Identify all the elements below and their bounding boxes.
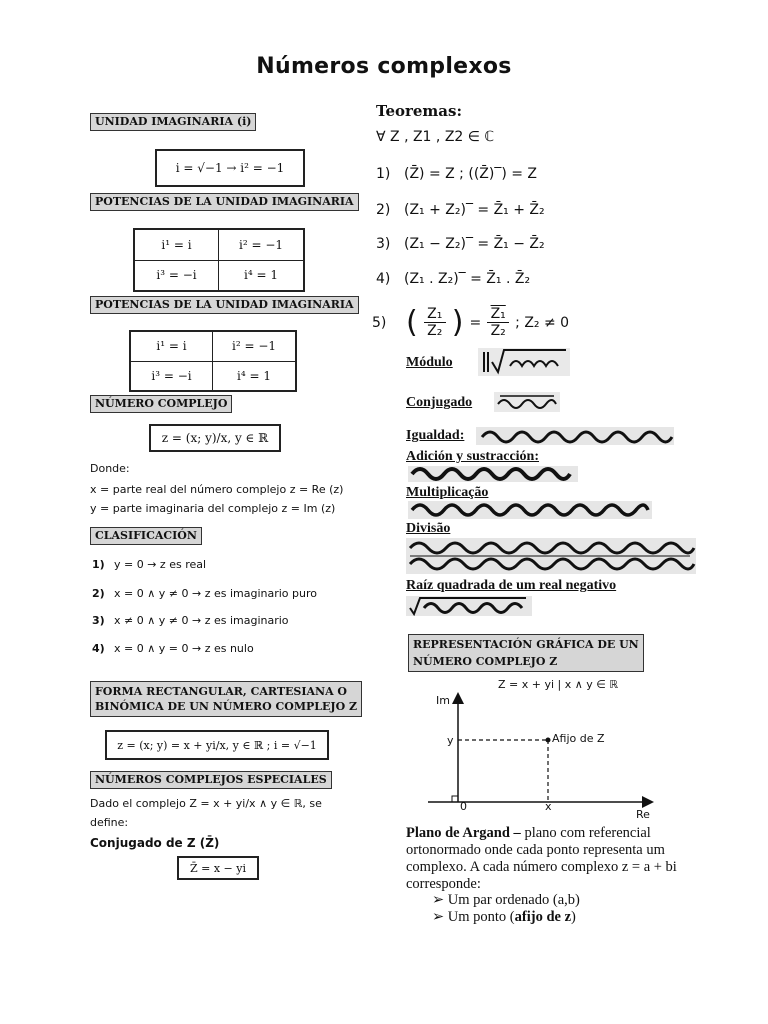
argand-body: plano com referencial ortonormado onde cada ponto representa um complexo. A cada número complexo z = a + bi corresponde: xyxy=(406,825,677,892)
graph-title: Z = x + yi | x ∧ y ∈ ℝ xyxy=(498,678,619,691)
numero-formula-box xyxy=(149,424,281,452)
bullet-text-pre: Um ponto ( xyxy=(447,909,515,925)
conjugado-symbol: (Z̄) xyxy=(199,836,220,850)
potencia-cell: i¹ = i xyxy=(135,230,219,261)
clasificacion-num: 3) xyxy=(92,614,105,627)
dado-line-1: Dado el complejo Z = x + yi/x ∧ y ∈ ℝ, se xyxy=(90,797,322,810)
teoremas-title: Teoremas: xyxy=(376,102,463,120)
teorema-num: 4) xyxy=(376,271,391,287)
teorema-formula: (Z₁ + Z₂)‾ = Z̄₁ + Z̄₂ xyxy=(404,202,545,218)
fraction-den: Z₂ xyxy=(427,323,443,339)
unidad-formula-box xyxy=(155,149,305,187)
origin-mark xyxy=(452,796,458,802)
forma-header-line-2: BINÓMICA DE UN NÚMERO COMPLEJO Z xyxy=(95,700,358,713)
page-title: Números complexos xyxy=(256,54,512,79)
potencias-header-1: POTENCIAS DE LA UNIDAD IMAGINARIA xyxy=(90,193,359,211)
bullet-text: Um par ordenado (a,b) xyxy=(447,892,580,908)
igualdad-formula-image xyxy=(476,427,674,445)
numero-formula: z = (x; y)/x, y ∈ ℝ xyxy=(161,431,269,445)
potencia-cell: i² = −1 xyxy=(213,332,295,362)
representacion-header xyxy=(408,634,644,672)
fraction-num: Z₁ xyxy=(427,306,443,322)
conjugado-formula-box xyxy=(177,856,259,880)
dado-line-2: define: xyxy=(90,816,129,829)
forma-formula: z = (x; y) = x + yi/x, y ∈ ℝ ; i = √−1 xyxy=(117,738,317,752)
divisao-formula-image xyxy=(406,538,696,574)
conjugado-formula-image xyxy=(494,392,560,412)
teorema-formula: (Z̄̄) = Z ; ((Z̄)‾) = Z xyxy=(404,166,538,182)
teorema-num: 3) xyxy=(376,236,391,252)
igualdad-label: Igualdad: xyxy=(406,428,465,443)
forma-header-line-1: FORMA RECTANGULAR, CARTESIANA O xyxy=(95,685,348,698)
multiplicacao-label: Multiplicação xyxy=(406,485,489,500)
clasificacion-text: y = 0 → z es real xyxy=(114,558,207,571)
teorema-item xyxy=(376,166,537,182)
fraction-num: Z₁ xyxy=(490,306,506,322)
argand-paragraph xyxy=(406,825,702,893)
fraction-inner xyxy=(424,306,446,339)
teorema-item xyxy=(376,202,545,218)
axis-re-label: Re xyxy=(636,808,650,821)
clasificacion-header: CLASIFICACIÓN xyxy=(90,527,202,545)
potencias-table-1 xyxy=(133,228,305,292)
fraction-condition: ; Z₂ ≠ 0 xyxy=(515,314,570,331)
raiz-formula-image xyxy=(406,596,532,616)
forma-header xyxy=(90,681,362,717)
potencia-cell: i³ = −i xyxy=(131,362,213,391)
y-label: y xyxy=(447,734,454,747)
bullet-text-post: ) xyxy=(571,909,576,925)
bullet-item xyxy=(432,909,576,926)
conjugado-heading xyxy=(90,836,219,850)
teorema-formula: (Z₁ − Z₂)‾ = Z̄₁ − Z̄₂ xyxy=(404,236,545,252)
clasificacion-num: 4) xyxy=(92,642,105,655)
afijo-point xyxy=(546,738,551,743)
potencias-table-2 xyxy=(129,330,297,392)
potencias-header-2: POTENCIAS DE LA UNIDAD IMAGINARIA xyxy=(90,296,359,314)
equals-sign: = xyxy=(469,314,482,331)
teorema-item xyxy=(376,271,530,287)
potencia-cell: i⁴ = 1 xyxy=(244,268,278,283)
teorema-num: 5) xyxy=(372,314,387,331)
potencia-cell: i¹ = i xyxy=(131,332,213,362)
left-paren: ( xyxy=(406,304,418,340)
potencia-cell: i² = −1 xyxy=(219,230,303,261)
conjugado-formula: Z̄ = x − yi xyxy=(190,861,246,875)
unidad-imaginaria-header: UNIDAD IMAGINARIA (i) xyxy=(90,113,256,131)
teorema-item xyxy=(376,236,545,252)
axis-im-label: Im xyxy=(436,694,450,707)
arrow-bullet-icon: ➢ xyxy=(432,892,448,908)
donde-x: x = parte real del número complejo z = Re (z) xyxy=(90,483,344,496)
conjugado-label: Conjugado de Z xyxy=(90,836,196,850)
forma-formula-box xyxy=(105,730,329,760)
afijo-label: Afijo de Z xyxy=(552,732,605,745)
potencia-cell: i³ = −i xyxy=(135,261,219,291)
arrow-bullet-icon: ➢ xyxy=(432,909,448,925)
argand-bold: Plano de Argand – xyxy=(406,825,521,841)
representacion-header-line-1: REPRESENTACIÓN GRÁFICA DE UN xyxy=(413,638,639,651)
clasificacion-item xyxy=(92,558,206,571)
clasificacion-text: x = 0 ∧ y = 0 → z es nulo xyxy=(114,642,254,655)
potencia-cell: i⁴ = 1 xyxy=(237,368,271,383)
divisao-label: Divisão xyxy=(406,521,451,536)
fraction-rhs xyxy=(487,306,509,339)
raiz-label: Raíz quadrada de um real negativo xyxy=(406,578,617,593)
clasificacion-num: 2) xyxy=(92,587,105,600)
modulo-formula-image xyxy=(478,348,570,376)
teorema-num: 2) xyxy=(376,202,391,218)
adicion-label: Adición y sustracción: xyxy=(406,449,539,464)
clasificacion-item xyxy=(92,642,254,655)
origin-label: 0 xyxy=(460,800,467,813)
bullet-item xyxy=(432,892,580,909)
representacion-header-line-2: NÚMERO COMPLEJO Z xyxy=(413,655,558,668)
clasificacion-text: x ≠ 0 ∧ y ≠ 0 → z es imaginario xyxy=(114,614,289,627)
especiales-header: NÚMEROS COMPLEJOS ESPECIALES xyxy=(90,771,332,789)
forall-line: ∀ Z , Z1 , Z2 ∈ ℂ xyxy=(376,129,495,145)
unidad-formula: i = √−1 → i² = −1 xyxy=(175,161,285,175)
clasificacion-num: 1) xyxy=(92,558,105,571)
multiplicacao-formula-image xyxy=(408,501,652,519)
clasificacion-text: x = 0 ∧ y ≠ 0 → z es imaginario puro xyxy=(114,587,317,600)
fraction-den: Z₂ xyxy=(490,323,506,339)
argand-diagram xyxy=(420,690,660,818)
clasificacion-item xyxy=(92,614,289,627)
clasificacion-item xyxy=(92,587,317,600)
donde-y: y = parte imaginaria del complejo z = Im (z) xyxy=(90,502,336,515)
modulo-label: Módulo xyxy=(406,355,453,370)
teorema-5 xyxy=(372,306,569,339)
adicion-formula-image xyxy=(408,466,578,482)
teorema-num: 1) xyxy=(376,166,391,182)
bullet-text-bold: afijo de z xyxy=(514,909,572,925)
x-label: x xyxy=(545,800,552,813)
donde-label: Donde: xyxy=(90,462,130,475)
conjugado-label: Conjugado xyxy=(406,395,473,410)
teorema-formula: (Z₁ . Z₂)‾ = Z̄₁ . Z̄₂ xyxy=(404,271,531,287)
numero-complejo-header: NÚMERO COMPLEJO xyxy=(90,395,232,413)
right-paren: ) xyxy=(451,304,464,340)
